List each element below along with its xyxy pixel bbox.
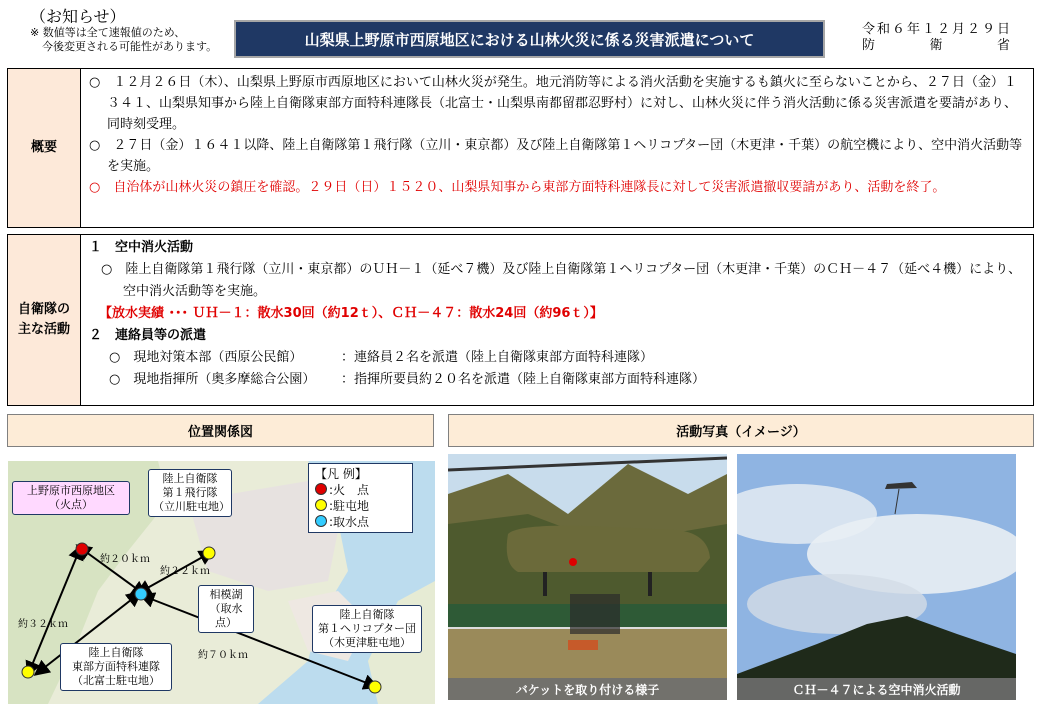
org-char-1: 防 bbox=[862, 38, 878, 53]
photo-caption-2: ＣＨ－４７による空中消火活動 bbox=[737, 678, 1016, 700]
overview-paragraph-1: ○ １２月２６日（木）、山梨県上野原市西原地区において山林火災が発生。地元消防等による消火活動を実施するも鎮火に至らないことから、２７日（金）１３４１、山梨県知事から陸上自衛隊東部方面特科連隊長（北富士・山梨県南都留郡忍野村）に対し、山林火災に伴う消火活動に係る災害派遣を要請があり、同時刻受理。 bbox=[89, 75, 1018, 132]
organization bbox=[862, 38, 1012, 54]
org-char-2: 衛 bbox=[929, 38, 945, 53]
activities-label-line-2: 主な活動 bbox=[17, 322, 70, 337]
helicopter-ground-image bbox=[448, 454, 727, 700]
overview-body bbox=[81, 69, 1033, 227]
fire-point-label-line-1: 上野原市西原地区 bbox=[27, 484, 115, 497]
legend-title: 【凡 例】 bbox=[315, 467, 367, 481]
fire-point-label-line-2: （火点） bbox=[49, 498, 93, 511]
sagamiko-label bbox=[198, 585, 254, 633]
activity-heading-2: ２ 連絡員等の派遣 bbox=[89, 328, 207, 343]
distance-label-70km: 約７０ｋｍ bbox=[198, 650, 248, 661]
date-block bbox=[862, 22, 1012, 54]
overview-label: 概要 bbox=[8, 69, 81, 227]
water-drop-results: 【放水実績 ･･･ ＵＨ－１：散水30回（約12ｔ）、ＣＨ－４７：散水24回（約96ｔ）】 bbox=[99, 306, 603, 321]
liaison-detail-1: ：連絡員２名を派遣（陸上自衛隊東部方面特科連隊） bbox=[341, 350, 654, 365]
activity-paragraph-1: ○ 陸上自衛隊第１飛行隊（立川・東京都）のＵＨ－１（延べ７機）及び陸上自衛隊第１ヘリコプター団（木更津・千葉）のＣＨ－４７（延べ４機）により、空中消火活動等を実施。 bbox=[101, 262, 1022, 299]
sagamiko-label-line-2: （取水点） bbox=[209, 602, 243, 629]
tachikawa-label-line-2: 第１飛行隊 bbox=[162, 486, 218, 499]
activities-label bbox=[8, 235, 81, 405]
report-date: 令和６年１２月２９日 bbox=[862, 22, 1013, 37]
page-title: 山梨県上野原市西原地区における山林火災に係る災害派遣について bbox=[234, 20, 825, 58]
legend-label-fire: :火 点 bbox=[329, 483, 370, 497]
kitafuji-label-line-1: 陸上自衛隊 bbox=[88, 646, 144, 659]
kisarazu-label-line-2: 第１ヘリコプター団 bbox=[317, 622, 416, 635]
liaison-row-1 bbox=[89, 347, 1025, 369]
fire-point-label bbox=[12, 481, 130, 515]
photo-header: 活動写真（イメージ） bbox=[448, 414, 1034, 447]
distance-label-20km: 約２０ｋｍ bbox=[100, 554, 150, 565]
map-legend bbox=[308, 463, 413, 533]
legend-label-water: :取水点 bbox=[329, 515, 370, 529]
map-header: 位置関係図 bbox=[7, 414, 434, 447]
activities-section bbox=[7, 234, 1034, 406]
photo-bucket-attach bbox=[448, 454, 727, 700]
fire-point-icon bbox=[315, 483, 327, 495]
photo-caption-1: バケットを取り付ける様子 bbox=[448, 678, 727, 700]
activities-body bbox=[81, 235, 1033, 405]
legend-label-base: :駐屯地 bbox=[329, 499, 370, 513]
liaison-place-2: ○ 現地指揮所（奥多摩総合公園） bbox=[109, 372, 316, 387]
notice-label: （お知らせ） bbox=[30, 7, 126, 26]
legend-item-fire bbox=[315, 482, 406, 498]
kitafuji-label-line-3: （北富士駐屯地） bbox=[72, 674, 160, 687]
overview-paragraph-2: ○ ２７日（金）１６４１以降、陸上自衛隊第１飛行隊（立川・東京都）及び陸上自衛隊第１ヘリコプター団（木更津・千葉）の航空機により、空中消火活動等を実施。 bbox=[89, 138, 1023, 174]
kitafuji-label bbox=[60, 643, 172, 691]
overview-paragraph-3: ○ 自治体が山林火災の鎮圧を確認。２９日（日）１５２０、山梨県知事から東部方面特科連隊長に対して災害派遣撤収要請があり、活動を終了。 bbox=[89, 180, 946, 195]
liaison-detail-2: ：指揮所要員約２０名を派遣（陸上自衛隊東部方面特科連隊） bbox=[341, 372, 706, 387]
legend-item-water bbox=[315, 514, 406, 530]
kisarazu-label-line-3: （木更津駐屯地） bbox=[323, 636, 411, 649]
kisarazu-label bbox=[312, 605, 422, 653]
tachikawa-label-line-1: 陸上自衛隊 bbox=[162, 472, 218, 485]
liaison-row-2 bbox=[89, 369, 1025, 391]
aerial-firefighting-image bbox=[737, 454, 1016, 700]
distance-label-32km: 約３２ｋｍ bbox=[18, 619, 68, 630]
location-map bbox=[8, 461, 435, 704]
photo-aerial-firefighting bbox=[737, 454, 1016, 700]
tachikawa-label-line-3: （立川駐屯地） bbox=[153, 500, 230, 513]
disclaimer-line-1: ※ 数値等は全て速報値のため、 bbox=[30, 26, 186, 39]
activity-heading-1: １ 空中消火活動 bbox=[89, 240, 194, 255]
base-icon bbox=[315, 499, 327, 511]
kitafuji-label-line-2: 東部方面特科連隊 bbox=[72, 660, 160, 673]
activities-label-line-1: 自衛隊の bbox=[17, 302, 70, 317]
water-point-icon bbox=[315, 515, 327, 527]
disclaimer-line-2: 今後変更される可能性があります。 bbox=[42, 40, 218, 53]
kisarazu-label-line-1: 陸上自衛隊 bbox=[339, 608, 395, 621]
org-char-3: 省 bbox=[996, 38, 1012, 53]
overview-section bbox=[7, 68, 1034, 228]
sagamiko-label-line-1: 相模湖 bbox=[209, 588, 243, 601]
legend-item-base bbox=[315, 498, 406, 514]
tachikawa-label bbox=[148, 469, 232, 517]
liaison-place-1: ○ 現地対策本部（西原公民館） bbox=[109, 350, 303, 365]
distance-label-22km: 約２２ｋｍ bbox=[160, 566, 210, 577]
disclaimer bbox=[30, 26, 217, 54]
